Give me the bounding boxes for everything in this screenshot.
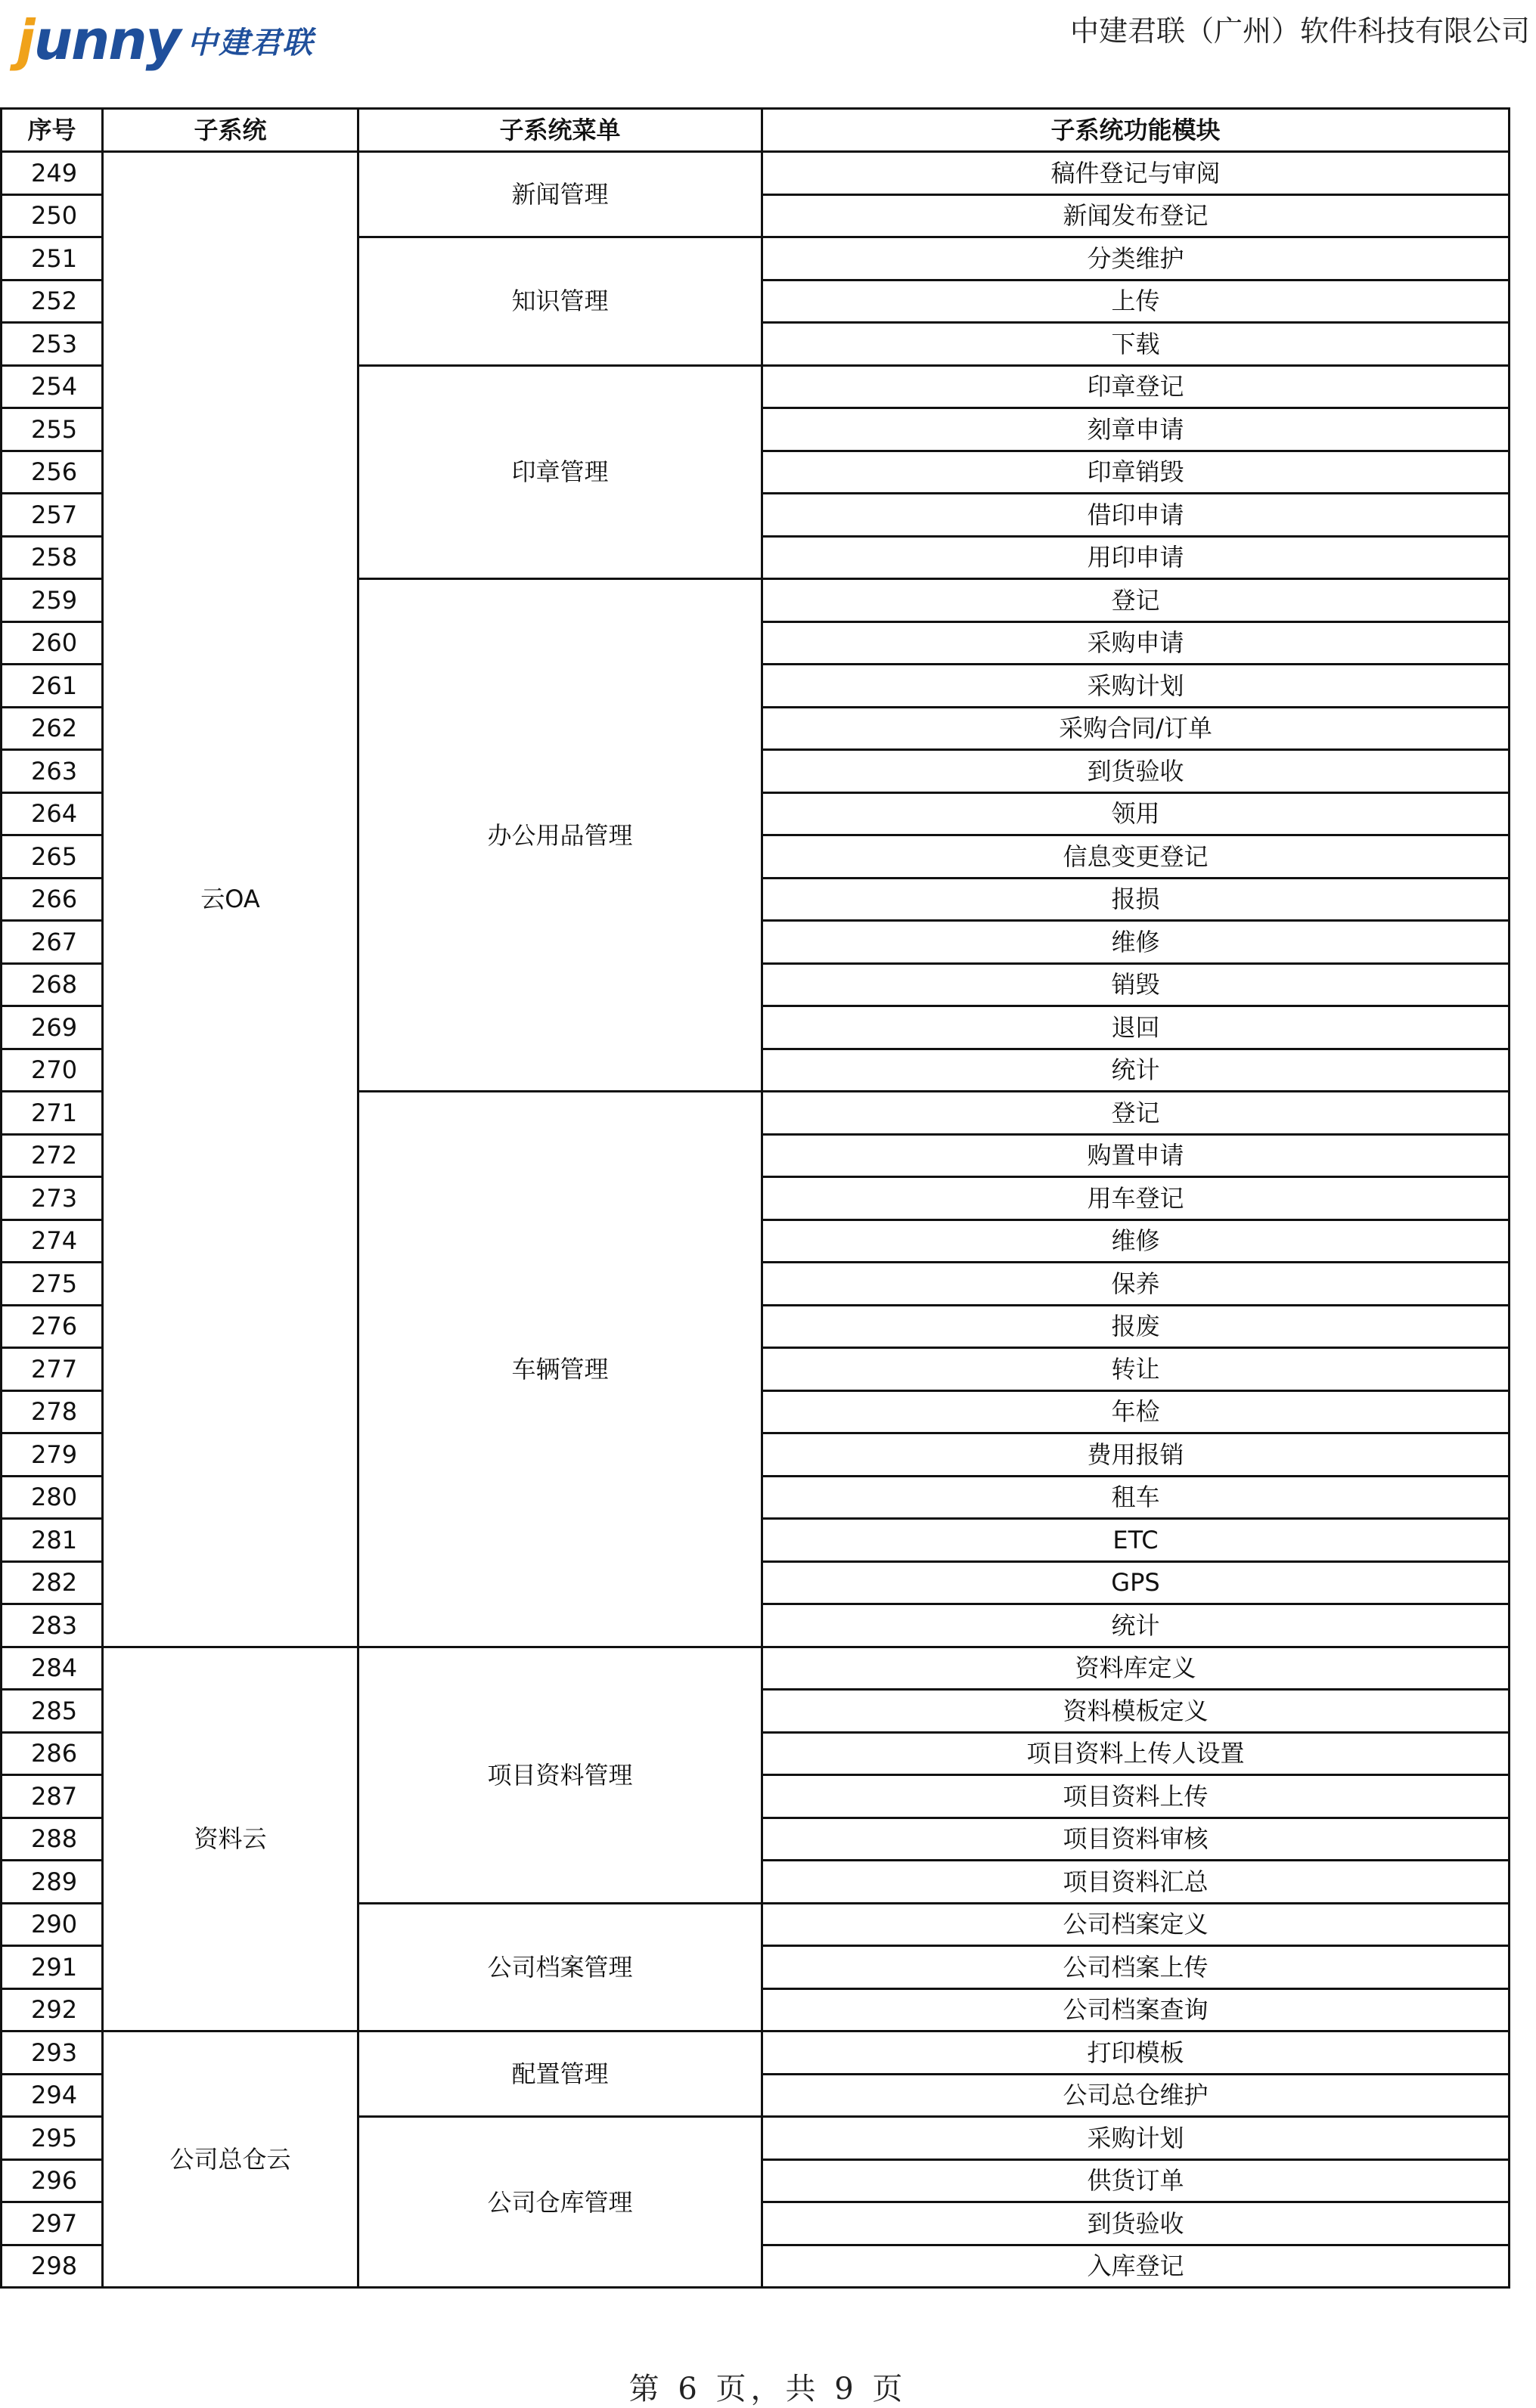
subsystem-menu-cell: 公司档案管理 (358, 1903, 762, 2031)
row-number-cell: 258 (2, 536, 103, 579)
table-row (2, 1647, 1510, 1690)
row-number-cell: 252 (2, 280, 103, 323)
row-number-cell: 295 (2, 2117, 103, 2160)
header-cell-module: 子系统功能模块 (762, 109, 1510, 152)
function-module-cell: 年检 (762, 1390, 1510, 1433)
row-number-cell: 293 (2, 2031, 103, 2075)
function-module-cell: 销毁 (762, 963, 1510, 1006)
table-row (2, 2031, 1510, 2075)
function-module-cell: 登记 (762, 1092, 1510, 1135)
function-module-cell: 资料模板定义 (762, 1690, 1510, 1733)
function-module-cell: 印章登记 (762, 365, 1510, 408)
row-number-cell: 288 (2, 1818, 103, 1861)
row-number-cell: 266 (2, 878, 103, 921)
row-number-cell: 277 (2, 1348, 103, 1391)
function-module-cell: 用印申请 (762, 536, 1510, 579)
row-number-cell: 250 (2, 194, 103, 237)
subsystem-menu-cell: 车辆管理 (358, 1092, 762, 1647)
row-number-cell: 287 (2, 1775, 103, 1818)
function-module-cell: 用车登记 (762, 1177, 1510, 1220)
row-number-cell: 270 (2, 1049, 103, 1092)
row-number-cell: 284 (2, 1647, 103, 1690)
function-module-cell: 维修 (762, 921, 1510, 964)
row-number-cell: 263 (2, 750, 103, 793)
header-cell-no: 序号 (2, 109, 103, 152)
function-module-cell: 保养 (762, 1263, 1510, 1306)
subsystem-menu-cell: 印章管理 (358, 365, 762, 579)
function-module-cell: 下载 (762, 323, 1510, 366)
row-number-cell: 281 (2, 1519, 103, 1562)
row-number-cell: 272 (2, 1134, 103, 1177)
function-module-cell: 入库登记 (762, 2245, 1510, 2288)
logo-chinese-name: 中建君联 (187, 25, 315, 60)
table-header-row (2, 109, 1510, 152)
company-name: 中建君联（广州）软件科技有限公司 (1069, 14, 1530, 48)
header-cell-subsystem: 子系统 (103, 109, 358, 152)
company-logo (17, 6, 314, 74)
row-number-cell: 254 (2, 365, 103, 408)
row-number-cell: 251 (2, 237, 103, 280)
row-number-cell: 268 (2, 963, 103, 1006)
row-number-cell: 291 (2, 1946, 103, 1989)
row-number-cell: 271 (2, 1092, 103, 1135)
table-body (2, 152, 1510, 2288)
function-module-table (0, 107, 1510, 2289)
function-module-cell: 供货订单 (762, 2159, 1510, 2202)
function-module-cell: 印章销毁 (762, 451, 1510, 494)
function-module-cell: 报损 (762, 878, 1510, 921)
row-number-cell: 257 (2, 494, 103, 537)
row-number-cell: 265 (2, 835, 103, 879)
function-module-cell: 公司档案查询 (762, 1988, 1510, 2031)
function-module-cell: 刻章申请 (762, 408, 1510, 451)
row-number-cell: 285 (2, 1690, 103, 1733)
function-module-cell: 领用 (762, 792, 1510, 835)
subsystem-menu-cell: 项目资料管理 (358, 1647, 762, 1903)
function-module-cell: 上传 (762, 280, 1510, 323)
function-module-cell: 新闻发布登记 (762, 194, 1510, 237)
function-module-cell: 采购申请 (762, 621, 1510, 665)
logo-wordmark: junny (17, 8, 180, 72)
function-module-cell: 资料库定义 (762, 1647, 1510, 1690)
row-number-cell: 275 (2, 1263, 103, 1306)
function-module-cell: 分类维护 (762, 237, 1510, 280)
row-number-cell: 279 (2, 1433, 103, 1477)
function-module-cell: 公司总仓维护 (762, 2074, 1510, 2117)
row-number-cell: 274 (2, 1219, 103, 1263)
function-module-cell: 项目资料审核 (762, 1818, 1510, 1861)
function-module-cell: 退回 (762, 1006, 1510, 1049)
row-number-cell: 280 (2, 1476, 103, 1519)
function-module-cell: 打印模板 (762, 2031, 1510, 2075)
function-module-cell: 维修 (762, 1219, 1510, 1263)
row-number-cell: 289 (2, 1861, 103, 1904)
function-module-cell: 项目资料汇总 (762, 1861, 1510, 1904)
subsystem-menu-cell: 知识管理 (358, 237, 762, 366)
row-number-cell: 260 (2, 621, 103, 665)
row-number-cell: 296 (2, 2159, 103, 2202)
row-number-cell: 282 (2, 1561, 103, 1604)
subsystem-cell: 云OA (103, 152, 358, 1647)
row-number-cell: 290 (2, 1903, 103, 1946)
function-module-cell: 转让 (762, 1348, 1510, 1391)
table-row (2, 152, 1510, 195)
function-module-cell: 到货验收 (762, 750, 1510, 793)
function-module-cell: 项目资料上传人设置 (762, 1732, 1510, 1775)
function-module-cell: 项目资料上传 (762, 1775, 1510, 1818)
row-number-cell: 278 (2, 1390, 103, 1433)
function-module-cell: 统计 (762, 1604, 1510, 1647)
header-cell-menu: 子系统菜单 (358, 109, 762, 152)
row-number-cell: 286 (2, 1732, 103, 1775)
function-module-cell: 到货验收 (762, 2202, 1510, 2245)
row-number-cell: 294 (2, 2074, 103, 2117)
function-module-cell: 租车 (762, 1476, 1510, 1519)
row-number-cell: 262 (2, 707, 103, 750)
row-number-cell: 264 (2, 792, 103, 835)
row-number-cell: 255 (2, 408, 103, 451)
function-module-cell: 统计 (762, 1049, 1510, 1092)
function-module-cell: 采购计划 (762, 2117, 1510, 2160)
row-number-cell: 256 (2, 451, 103, 494)
row-number-cell: 297 (2, 2202, 103, 2245)
subsystem-menu-cell: 新闻管理 (358, 152, 762, 237)
row-number-cell: 269 (2, 1006, 103, 1049)
subsystem-menu-cell: 公司仓库管理 (358, 2117, 762, 2288)
row-number-cell: 261 (2, 665, 103, 708)
subsystem-cell: 资料云 (103, 1647, 358, 2031)
function-module-cell: 借印申请 (762, 494, 1510, 537)
row-number-cell: 267 (2, 921, 103, 964)
row-number-cell: 283 (2, 1604, 103, 1647)
function-module-cell: 采购合同/订单 (762, 707, 1510, 750)
function-module-cell: 公司档案上传 (762, 1946, 1510, 1989)
function-module-cell: 稿件登记与审阅 (762, 152, 1510, 195)
function-module-cell: 公司档案定义 (762, 1903, 1510, 1946)
function-module-cell: 报废 (762, 1305, 1510, 1348)
subsystem-menu-cell: 办公用品管理 (358, 579, 762, 1092)
row-number-cell: 292 (2, 1988, 103, 2031)
function-module-cell: 采购计划 (762, 665, 1510, 708)
page-header (0, 0, 1536, 106)
subsystem-cell: 公司总仓云 (103, 2031, 358, 2288)
function-module-cell: 费用报销 (762, 1433, 1510, 1477)
row-number-cell: 259 (2, 579, 103, 622)
function-module-cell: ETC (762, 1519, 1510, 1562)
function-module-cell: 信息变更登记 (762, 835, 1510, 879)
row-number-cell: 253 (2, 323, 103, 366)
row-number-cell: 276 (2, 1305, 103, 1348)
subsystem-menu-cell: 配置管理 (358, 2031, 762, 2117)
function-module-cell: 购置申请 (762, 1134, 1510, 1177)
function-module-cell: 登记 (762, 579, 1510, 622)
row-number-cell: 249 (2, 152, 103, 195)
function-module-cell: GPS (762, 1561, 1510, 1604)
row-number-cell: 273 (2, 1177, 103, 1220)
row-number-cell: 298 (2, 2245, 103, 2288)
page-footer: 第 6 页，共 9 页 (628, 2372, 908, 2406)
